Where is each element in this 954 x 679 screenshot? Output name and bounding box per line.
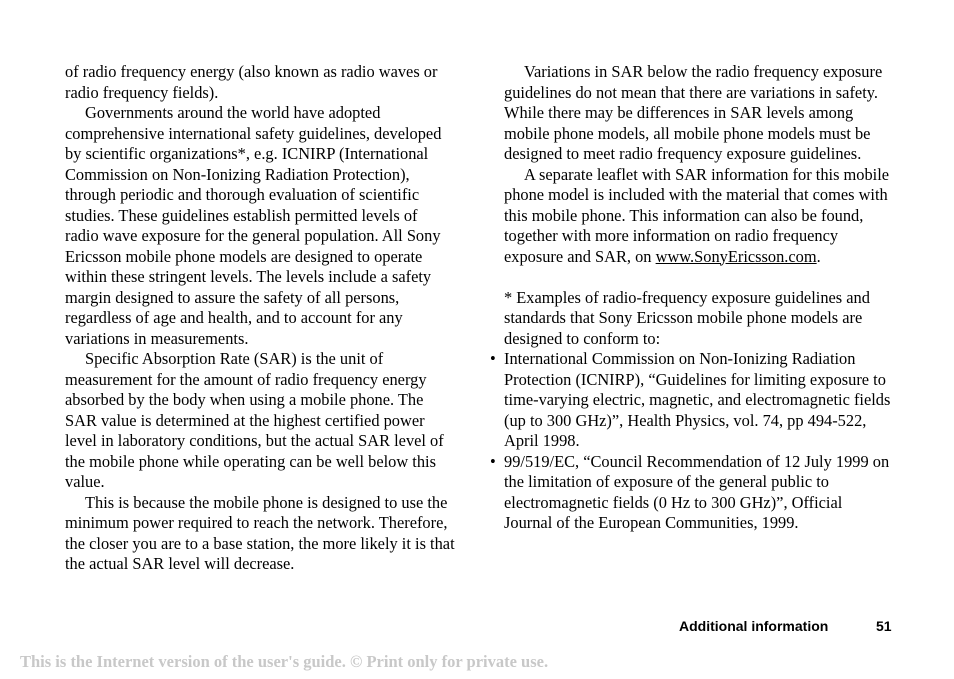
list-item-text: International Commission on Non-Ionizing Radiation Protection (ICNIRP), “Guidelines for limiting exposure to time-varying electric, magnetic, and electromagnetic fields (up to 300 GHz)”, Health Physics, vol. 74, pp 494-522, April 1998. — [504, 349, 891, 450]
list-item — [490, 451, 894, 534]
list-item — [490, 349, 894, 452]
page-number: 51 — [876, 618, 892, 634]
bullet-icon: • — [490, 349, 496, 368]
watermark-notice: This is the Internet version of the user's guide. © Print only for private use. — [20, 652, 549, 671]
footnote-intro: * Examples of radio-frequency exposure guidelines and standards that Sony Ericsson mobile phone models are designed to conform to: — [504, 287, 870, 348]
right-column — [490, 62, 894, 534]
leaflet-end: . — [816, 246, 821, 266]
paragraph-minimum-power: This is because the mobile phone is designed to use the minimum power required to reach the network. Therefore, the closer you are to a base station, the more likely it is that the actual SAR level will decrease. — [65, 492, 455, 573]
spacer — [504, 267, 894, 288]
paragraph-guidelines: Governments around the world have adopted comprehensive international safety guidelines, developed by scientific organizations*, e.g. ICNIRP (International Commission on Non-Ionizing Radiation Protection), through periodic and thorough evaluation of scientific studies. These guidelines establish permitted levels of radio wave exposure for the general population. All Sony Ericsson mobile phone models are designed to operate within these stringent levels. The levels include a safety margin designed to assure the safety of all persons, regardless of age and health, and to account for any variations in measurements. — [65, 103, 442, 348]
sonyericsson-link[interactable]: www.SonyEricsson.com — [655, 246, 817, 266]
footer-section-title: Additional information — [679, 618, 829, 634]
paragraph-rf-energy: of radio frequency energy (also known as radio waves or radio frequency fields). — [65, 62, 438, 102]
paragraph-sar-variations: Variations in SAR below the radio frequency exposure guidelines do not mean that there are variations in safety. While there may be differences in SAR levels among mobile phone models, all mobile phone models must be designed to meet radio frequency exposure guidelines. — [504, 62, 883, 163]
left-column — [65, 62, 455, 575]
guideline-list — [490, 349, 894, 534]
paragraph-sar-leaflet — [504, 165, 894, 268]
list-item-text: 99/519/EC, “Council Recommendation of 12 July 1999 on the limitation of exposure of the general public to electromagnetic fields (0 Hz to 300 GHz)”, Official Journal of the European Communities, 1999. — [504, 451, 890, 532]
leaflet-text: A separate leaflet with SAR information for this mobile phone model is included with the material that comes with this mobile phone. This information can also be found, together with more information on radio frequency exposure and SAR, on — [504, 164, 890, 266]
bullet-icon: • — [490, 451, 496, 471]
paragraph-sar-definition: Specific Absorption Rate (SAR) is the unit of measurement for the amount of radio frequency energy absorbed by the body when using a mobile phone. The SAR value is determined at the highest certified power level in laboratory conditions, but the actual SAR level of the mobile phone while operating can be well below this value. — [65, 349, 444, 491]
